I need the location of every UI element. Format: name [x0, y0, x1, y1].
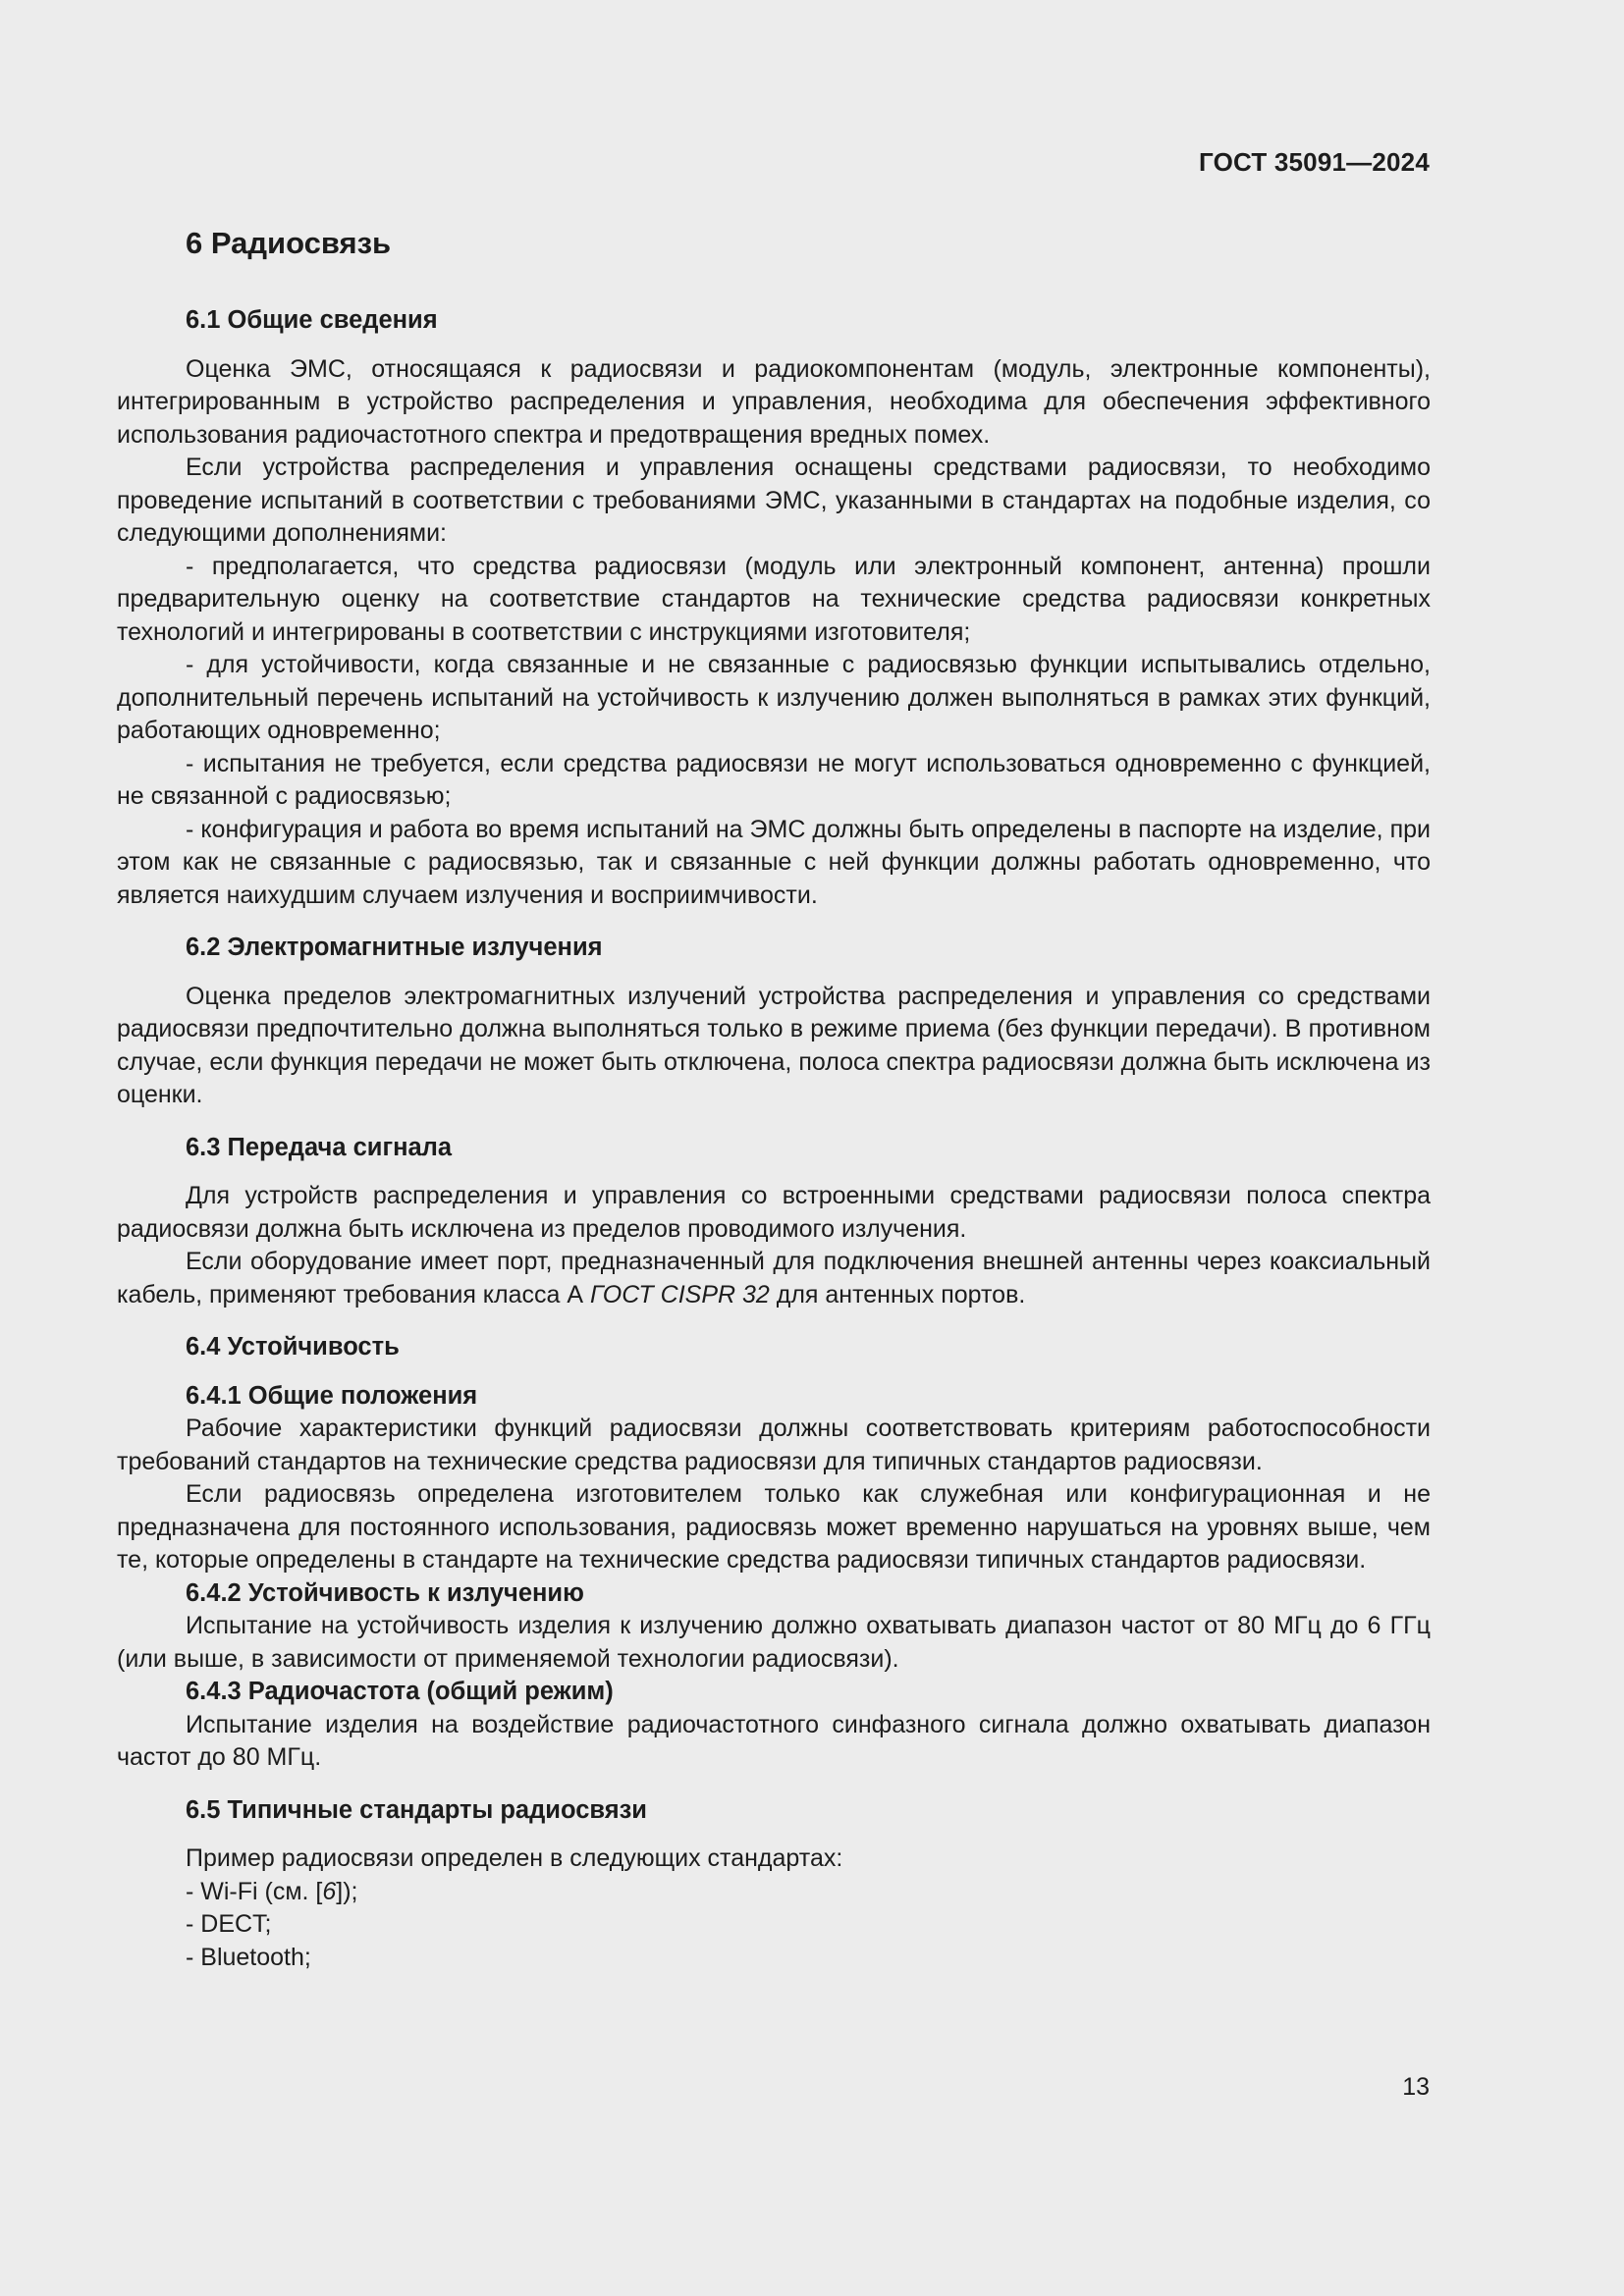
- list-item: - DECT;: [186, 1910, 272, 1938]
- page-number: 13: [1402, 2073, 1430, 2101]
- paragraph: Рабочие характеристики функций радиосвязи должны соответствовать критериям работоспособности требований стандартов на технические средства радиосвязи для типичных стандартов радиосвязи.: [117, 1415, 1431, 1475]
- list-item: - конфигурация и работа во время испытаний на ЭМС должны быть определены в паспорте на изделие, при этом как не связанные с радиосвязью, так и связанные с ней функции должны работать одновременно, что является наихудшим случаем излучения и восприимчивости.: [117, 815, 1431, 909]
- clause-heading-6-4-2: 6.4.2 Устойчивость к излучению: [186, 1578, 584, 1607]
- subsection-heading-6-5: 6.5 Типичные стандарты радиосвязи: [186, 1795, 647, 1824]
- standard-reference: ГОСТ CISPR 32: [589, 1280, 770, 1308]
- paragraph: Испытание изделия на воздействие радиочастотного синфазного сигнала должно охватывать диапазон частот до 80 МГц.: [117, 1710, 1431, 1771]
- bibliography-reference: 6: [322, 1877, 337, 1905]
- list-item: - для устойчивости, когда связанные и не связанные с радиосвязью функции испытывались отдельно, дополнительный перечень испытаний на устойчивость к излучению должен выполняться в рамках этих функций, работающих одновременно;: [117, 651, 1431, 744]
- clause-heading-6-4-3: 6.4.3 Радиочастота (общий режим): [186, 1678, 614, 1705]
- paragraph: Если устройства распределения и управления оснащены средствами радиосвязи, то необходимо проведение испытаний в соответствии с требованиями ЭМС, указанными в стандартах на подобные изделия, со следующими дополнениями:: [117, 454, 1431, 547]
- subsection-heading-6-4: 6.4 Устойчивость: [186, 1333, 400, 1361]
- paragraph: Если радиосвязь определена изготовителем только как служебная или конфигурационная и не предназначена для постоянного использования, радиосвязь может временно нарушаться на уровнях выше, чем те, которые определены в стандарте на технические средства радиосвязи типичных стандартов радиосвязи.: [117, 1480, 1431, 1574]
- list-item: - Bluetooth;: [186, 1943, 311, 1971]
- list-item: [117, 1876, 1431, 1909]
- paragraph: Оценка пределов электромагнитных излучений устройства распределения и управления со средствами радиосвязи предпочтительно должна выполняться только в режиме приема (без функции передачи). В противном случае, если функция передачи не может быть отключена, полоса спектра радиосвязи должна быть исключена из оценки.: [117, 982, 1431, 1108]
- subsection-heading-6-1: 6.1 Общие сведения: [186, 306, 438, 334]
- list-item-text: ]);: [336, 1877, 358, 1905]
- paragraph: Для устройств распределения и управления со встроенными средствами радиосвязи полоса спектра радиосвязи должна быть исключена из пределов проводимого излучения.: [117, 1182, 1431, 1243]
- clause-heading-6-4-1: 6.4.1 Общие положения: [186, 1381, 478, 1410]
- list-item: - испытания не требуется, если средства радиосвязи не могут использоваться одновременно с функцией, не связанной с радиосвязью;: [117, 749, 1431, 810]
- list-item: - предполагается, что средства радиосвязи (модуль или электронный компонент, антенна) прошли предварительную оценку на соответствие стандартов на технические средства радиосвязи конкретных технологий и интегрированы в соответствии с инструкциями изготовителя;: [117, 552, 1431, 646]
- paragraph: Испытание на устойчивость изделия к излучению должно охватывать диапазон частот от 80 МГц до 6 ГГц (или выше, в зависимости от применяемой технологии радиосвязи).: [117, 1612, 1431, 1673]
- standard-id: ГОСТ 35091—2024: [1199, 147, 1430, 177]
- paragraph-text: Если оборудование имеет порт, предназначенный для подключения внешней антенны через коаксиальный кабель, применяют требования класса А: [117, 1248, 1431, 1308]
- paragraph-text: для антенных портов.: [769, 1280, 1026, 1308]
- list-item-text: - Wi-Fi (см. [: [186, 1877, 323, 1905]
- page-content: [117, 224, 1431, 1974]
- section-title: 6 Радиосвязь: [186, 226, 392, 260]
- paragraph: Оценка ЭМС, относящаяся к радиосвязи и радиокомпонентам (модуль, электронные компоненты), интегрированным в устройство распределения и управления, необходима для обеспечения эффективного использования радиочастотного спектра и предотвращения вредных помех.: [117, 354, 1431, 449]
- subsection-heading-6-3: 6.3 Передача сигнала: [186, 1133, 453, 1161]
- paragraph: [117, 1246, 1431, 1311]
- paragraph: Пример радиосвязи определен в следующих стандартах:: [186, 1844, 843, 1872]
- subsection-heading-6-2: 6.2 Электромагнитные излучения: [186, 934, 603, 961]
